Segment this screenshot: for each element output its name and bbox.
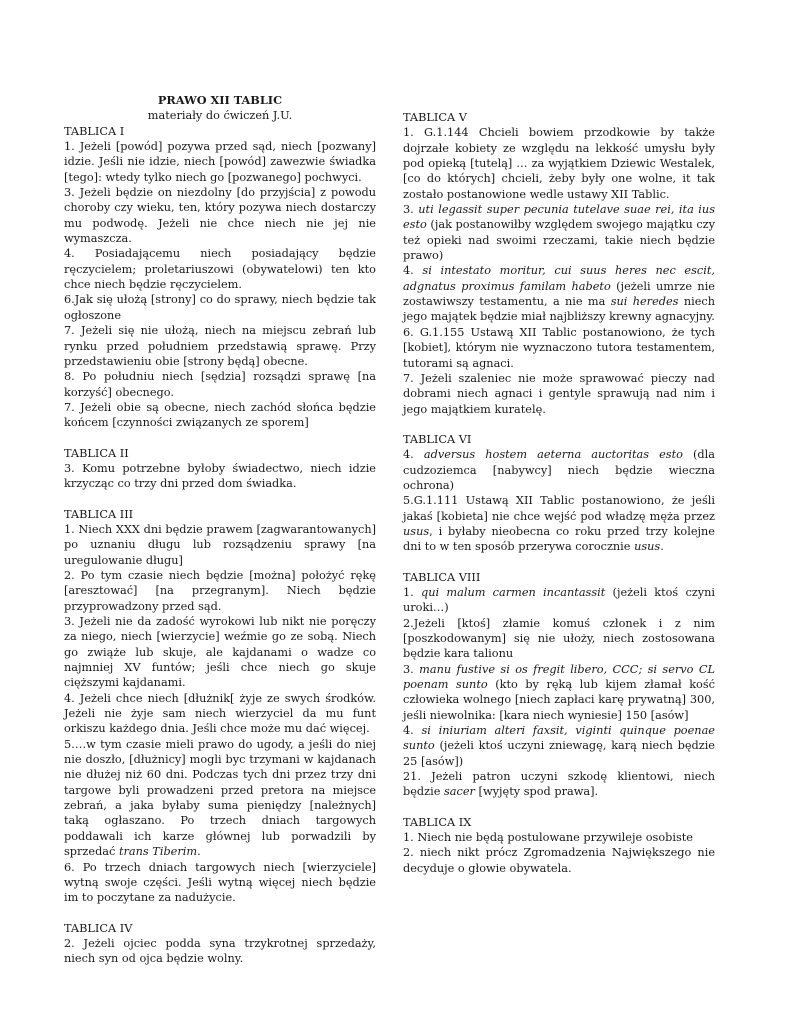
text-run: 7. Jeżeli się nie ułożą, niech na miejscu zebrań lub rynku przed południem przedstawią sprawę. Przy przedstawieniu obie [strony będą] obecne. [64, 324, 376, 368]
table-section [403, 432, 715, 555]
text-run: 6. Po trzech dniach targowych niech [wierzyciele] wytną swoje części. Jeśli wytną więcej niech będzie im to poczytane za nadużycie. [64, 860, 376, 905]
latin-phrase: si intestato moritur, cui suus heres nec escit, adgnatus proximus familam habeto [403, 264, 715, 293]
table-section [403, 110, 715, 417]
law-paragraph [403, 493, 715, 554]
text-run: 5….w tym czasie mieli prawo do ugody, a jeśli do niej nie doszło, [dłużnicy] mogli byc trzymani w kajdanach nie dłużej niż 60 dni. Podczas tych dni przez trzy dni targowe byli prowadzeni przed pretora na miejsce zebrań, a jaka byłaby suma pieniędzy [należnych] taką ogłaszano. Po trzech dniach targowych poddawali ich karze głównej lub porwadzili by sprzedać [64, 737, 376, 859]
law-paragraph [64, 691, 376, 737]
section-gap [403, 800, 715, 815]
text-run: (dla cudzoziemca [nabywcy] niech będzie wieczna ochrona) [403, 448, 715, 492]
text-run: 3. Komu potrzebne byłoby świadectwo, niech idzie krzycząc co trzy dni przed dom świadka. [64, 461, 376, 491]
text-run: 1. [403, 585, 422, 599]
law-paragraph [403, 202, 715, 263]
text-run: 3. [403, 203, 419, 217]
text-run: 4. Posiadającemu niech posiadający będzie ręczycielem; proletariuszowi (obywatelowi) ten kto chce niech będzie ręczycielem. [64, 247, 376, 292]
law-paragraph [403, 125, 715, 202]
law-paragraph [403, 662, 715, 723]
law-paragraph [64, 936, 376, 967]
section-heading: TABLICA II [64, 446, 129, 460]
text-run: 6. G.1.155 Ustawą XII Tablic postanowiono, że tych [kobiet], którym nie wyznaczono tutora testamentem, tutorami są agnaci. [403, 325, 715, 370]
right-sections [403, 110, 715, 876]
document-title: PRAWO XII TABLIC [157, 93, 283, 107]
text-run: 4. [403, 448, 424, 462]
law-paragraph [403, 845, 715, 876]
latin-phrase: usus [634, 540, 661, 554]
text-run: 4. Jeżeli chce niech [dłużnik[ żyje ze swych środków. Jeżeli nie żyje sam niech wierzyciel da mu funt orkiszu każdego dnia. Jeśli chce może mu dać więcej. [64, 691, 376, 736]
section-gap [403, 417, 715, 432]
law-paragraph [64, 400, 376, 431]
section-gap [64, 906, 376, 921]
text-run: . [197, 845, 201, 859]
section-gap [64, 431, 376, 446]
text-run: 7. Jeżeli szaleniec nie może sprawować pieczy nad dobrami niech agnaci i gentyle sprawują nad nim i jego majątkiem kuratelę. [403, 371, 715, 416]
latin-phrase: sacer [444, 785, 475, 799]
left-sections [64, 124, 376, 967]
law-paragraph [64, 369, 376, 400]
law-paragraph [64, 522, 376, 568]
latin-phrase: sui heredes [610, 295, 679, 309]
text-run: 21. Jeżeli patron uczyni szkodę klientowi, niech będzie [403, 770, 715, 799]
text-run: [wyjęty spod prawa]. [474, 785, 599, 799]
text-run: 3. Jeżeli będzie on niezdolny [do przyjścia] z powodu choroby czy wieku, ten, który pozywa niech dostarczy mu podwodę. Jeżeli nie chce niech nie jej nie wymaszcza. [64, 186, 376, 246]
text-run: (jak postanowiłby względem swojego majątku czy też opieki nad swoimi rzeczami, takie niech będzie prawo) [403, 218, 715, 263]
section-heading: TABLICA III [64, 507, 134, 521]
text-run: 3. Jeżeli nie da zadość wyrokowi lub nikt nie poręczy za niego, niech [wierzycie] weźmie go ze sobą. Niech go zwiąże lub skuje, ale kajdanami o wadze co najmniej XV funtów; jeśli chce niech go skuje cięższymi kajdanami. [64, 615, 376, 690]
text-run: 2.Jeżeli [ktoś] złamie komuś członek i z nim [poszkodowanym] się nie ułoży, niech zostosowana będzie kara talionu [403, 616, 715, 661]
law-paragraph [403, 371, 715, 417]
section-heading: TABLICA V [403, 111, 467, 124]
law-paragraph [403, 447, 715, 493]
table-section [64, 124, 376, 431]
text-run: 2. Jeżeli ojciec podda syna trzykrotnej sprzedaży, niech syn od ojca będzie wolny. [64, 936, 376, 966]
law-paragraph [64, 139, 376, 185]
text-run: 4. [403, 264, 423, 278]
section-heading: TABLICA VI [403, 432, 472, 446]
law-paragraph [403, 830, 715, 845]
law-paragraph [403, 263, 715, 324]
text-run: 5.G.1.111 Ustawą XII Tablic postanowiono, że jeśli jakaś [kobieta] nie chce wejść pod władzę męża przez [403, 494, 715, 523]
law-paragraph [64, 860, 376, 906]
section-heading: TABLICA IV [64, 921, 133, 935]
text-run: 2. niech nikt prócz Zgromadzenia Największego nie decyduje o głowie obywatela. [403, 846, 715, 875]
text-run: 4. [403, 724, 422, 738]
text-run: 8. Po południu niech [sędzia] rozsądzi sprawę [na korzyść] obecnego. [64, 370, 376, 399]
text-run: 2. Po tym czasie niech będzie [można] położyć rękę [aresztować] [na przegranym]. Niech będzie przyprowadzony przed sąd. [64, 568, 376, 613]
latin-phrase: usus [403, 524, 430, 538]
section-heading: TABLICA VIII [403, 570, 481, 584]
document-subtitle: materiały do ćwiczeń J.U. [147, 109, 293, 123]
text-run: 1. G.1.144 Chcieli bowiem przodkowie by także dojrzałe kobiety ze względu na lekkość umysłu były pod opieką [tutelą] … za wyjątkiem Dziewic Westalek, [co do których] chcieli, żeby były one wolne, it tak zostało postanowione wedle ustawy XII Tablic. [403, 126, 715, 201]
law-paragraph [403, 325, 715, 371]
law-paragraph [64, 323, 376, 369]
text-run: (jeżeli ktoś czyni uroki…) [403, 585, 716, 615]
text-run: (jeżeli umrze nie zostawiwszy testamentu, a nie ma [403, 279, 715, 309]
law-paragraph [64, 185, 376, 246]
right-column [403, 110, 715, 876]
text-run: niech jego majątek będzie miał najbliższy krewny agnacyjny. [403, 295, 715, 324]
text-run: 3. [403, 662, 420, 676]
law-paragraph [64, 568, 376, 614]
section-gap [403, 555, 715, 570]
table-section [64, 446, 376, 492]
text-run: . [660, 540, 664, 554]
latin-phrase: si iniuriam alteri faxsit, viginti quinque poenae sunto [403, 724, 715, 753]
text-run: , i byłaby nieobecna co roku przed trzy kolejne dni to w ten sposób przerywa corocznie [403, 524, 715, 554]
text-run: 6.Jak się ułożą [strony] co do sprawy, niech będzie tak ogłoszone [64, 293, 376, 322]
text-run: (kto by ręką lub kijem złamał kość człowieka wolnego [niech zapłaci karę prywatną] 300, jeśli niewolnika: [kara niech wyniesie] 150 [asów] [403, 678, 715, 722]
latin-phrase: manu fustive si os fregit libero, CCC; si servo CL poenam sunto [403, 662, 716, 692]
law-paragraph [64, 737, 376, 860]
table-section [403, 815, 715, 876]
text-run: (jeżeli ktoś uczyni zniewagę, karą niech będzie 25 [asów]) [403, 739, 715, 768]
text-run: 1. Niech nie będą postulowane przywileje osobiste [403, 831, 693, 845]
latin-phrase: uti legassit super pecunia tutelave suae rei, ita ius esto [403, 203, 715, 232]
table-section [403, 570, 715, 800]
section-gap [64, 492, 376, 507]
law-paragraph [403, 723, 715, 769]
law-paragraph [403, 585, 715, 616]
text-run: 1. Niech XXX dni będzie prawem [zagwarantowanych] po uznaniu długu lub rozsądzeniu sprawy [na uregulowanie długu] [64, 522, 376, 567]
law-paragraph [403, 616, 715, 662]
latin-phrase: adversus hostem aeterna auctoritas esto [423, 448, 683, 462]
section-heading: TABLICA IX [403, 815, 472, 829]
law-paragraph [64, 614, 376, 691]
table-section [64, 507, 376, 906]
law-paragraph [64, 292, 376, 323]
text-run: 1. Jeżeli [powód] pozywa przed sąd, niech [pozwany] idzie. Jeśli nie idzie, niech [powód] zawezwie świadka [tego]: wtedy tylko niech go [pozwanego] pochwyci. [64, 140, 376, 184]
table-section [64, 921, 376, 967]
latin-phrase: qui malum carmen incantassit [421, 585, 606, 599]
law-paragraph [64, 246, 376, 292]
latin-phrase: trans Tiberim [118, 845, 198, 859]
left-column [64, 93, 376, 967]
law-paragraph [403, 769, 715, 800]
section-heading: TABLICA I [64, 124, 125, 138]
law-paragraph [64, 461, 376, 492]
text-run: 7. Jeżeli obie są obecne, niech zachód słońca będzie końcem [czynności związanych ze sporem] [64, 400, 376, 430]
